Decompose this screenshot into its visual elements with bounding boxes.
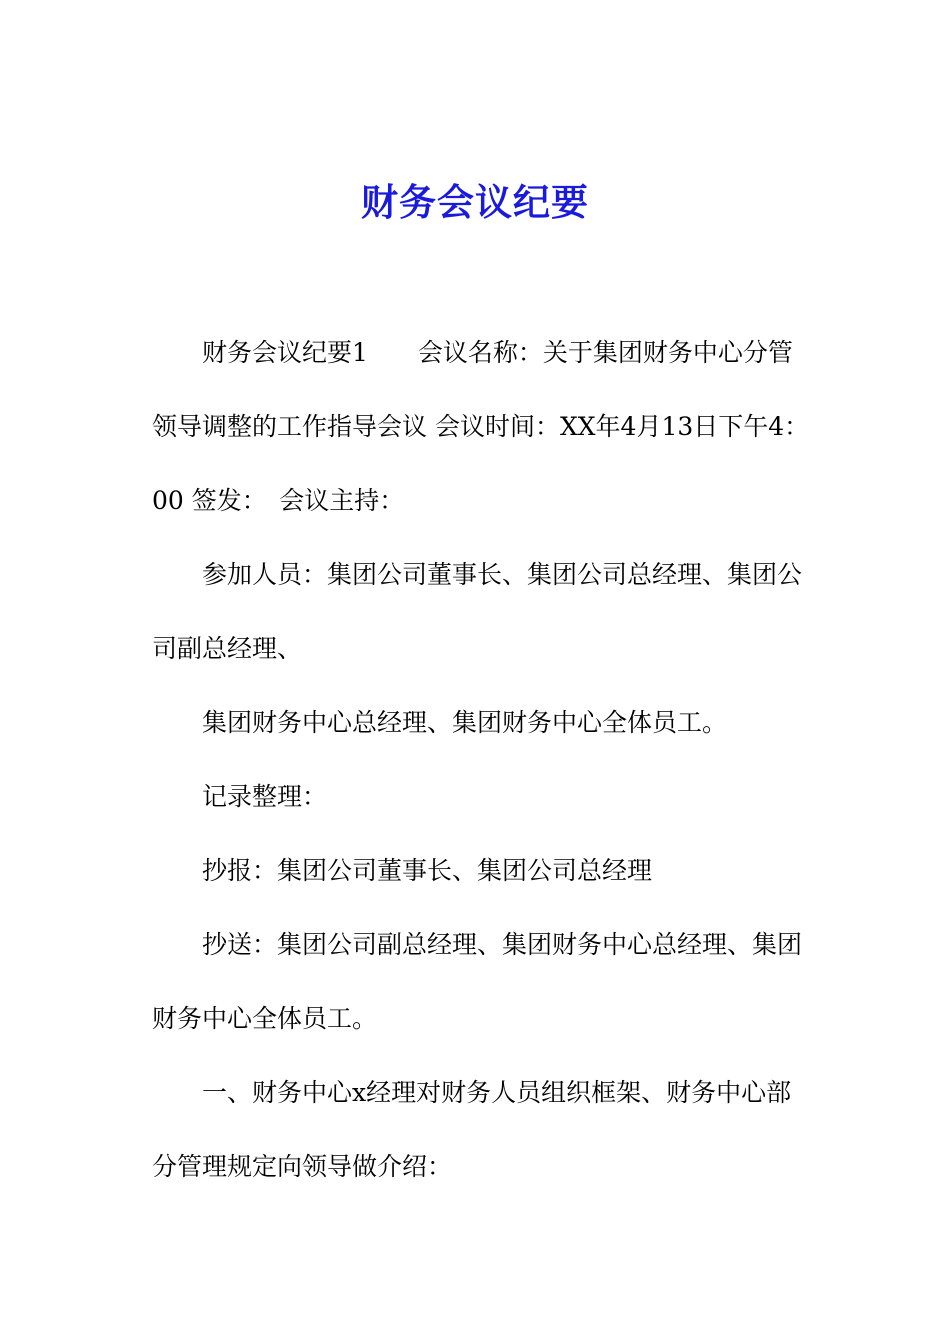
paragraph-report-to: 抄报：集团公司董事长、集团公司总经理 [202,856,653,885]
paragraph-attendees-continued: 集团财务中心总经理、集团财务中心全体员工。 [202,708,728,737]
paragraph-section-one: 一、财务中心x经理对财务人员组织框架、财务中心部分管理规定向领导做介绍： [152,1078,792,1181]
paragraph-copy-to: 抄送：集团公司副总经理、集团财务中心总经理、集团财务中心全体员工。 [152,930,803,1033]
document-title: 财务会议纪要 [361,180,589,224]
document-body [152,316,812,1204]
paragraph-recorder: 记录整理： [202,782,328,811]
paragraph-meeting-info: 财务会议纪要1 会议名称：关于集团财务中心分管领导调整的工作指导会议 会议时间：XX年4月13日下午4：00 签发： 会议主持： [152,338,810,515]
paragraph-attendees: 参加人员：集团公司董事长、集团公司总经理、集团公司副总经理、 [152,560,803,663]
